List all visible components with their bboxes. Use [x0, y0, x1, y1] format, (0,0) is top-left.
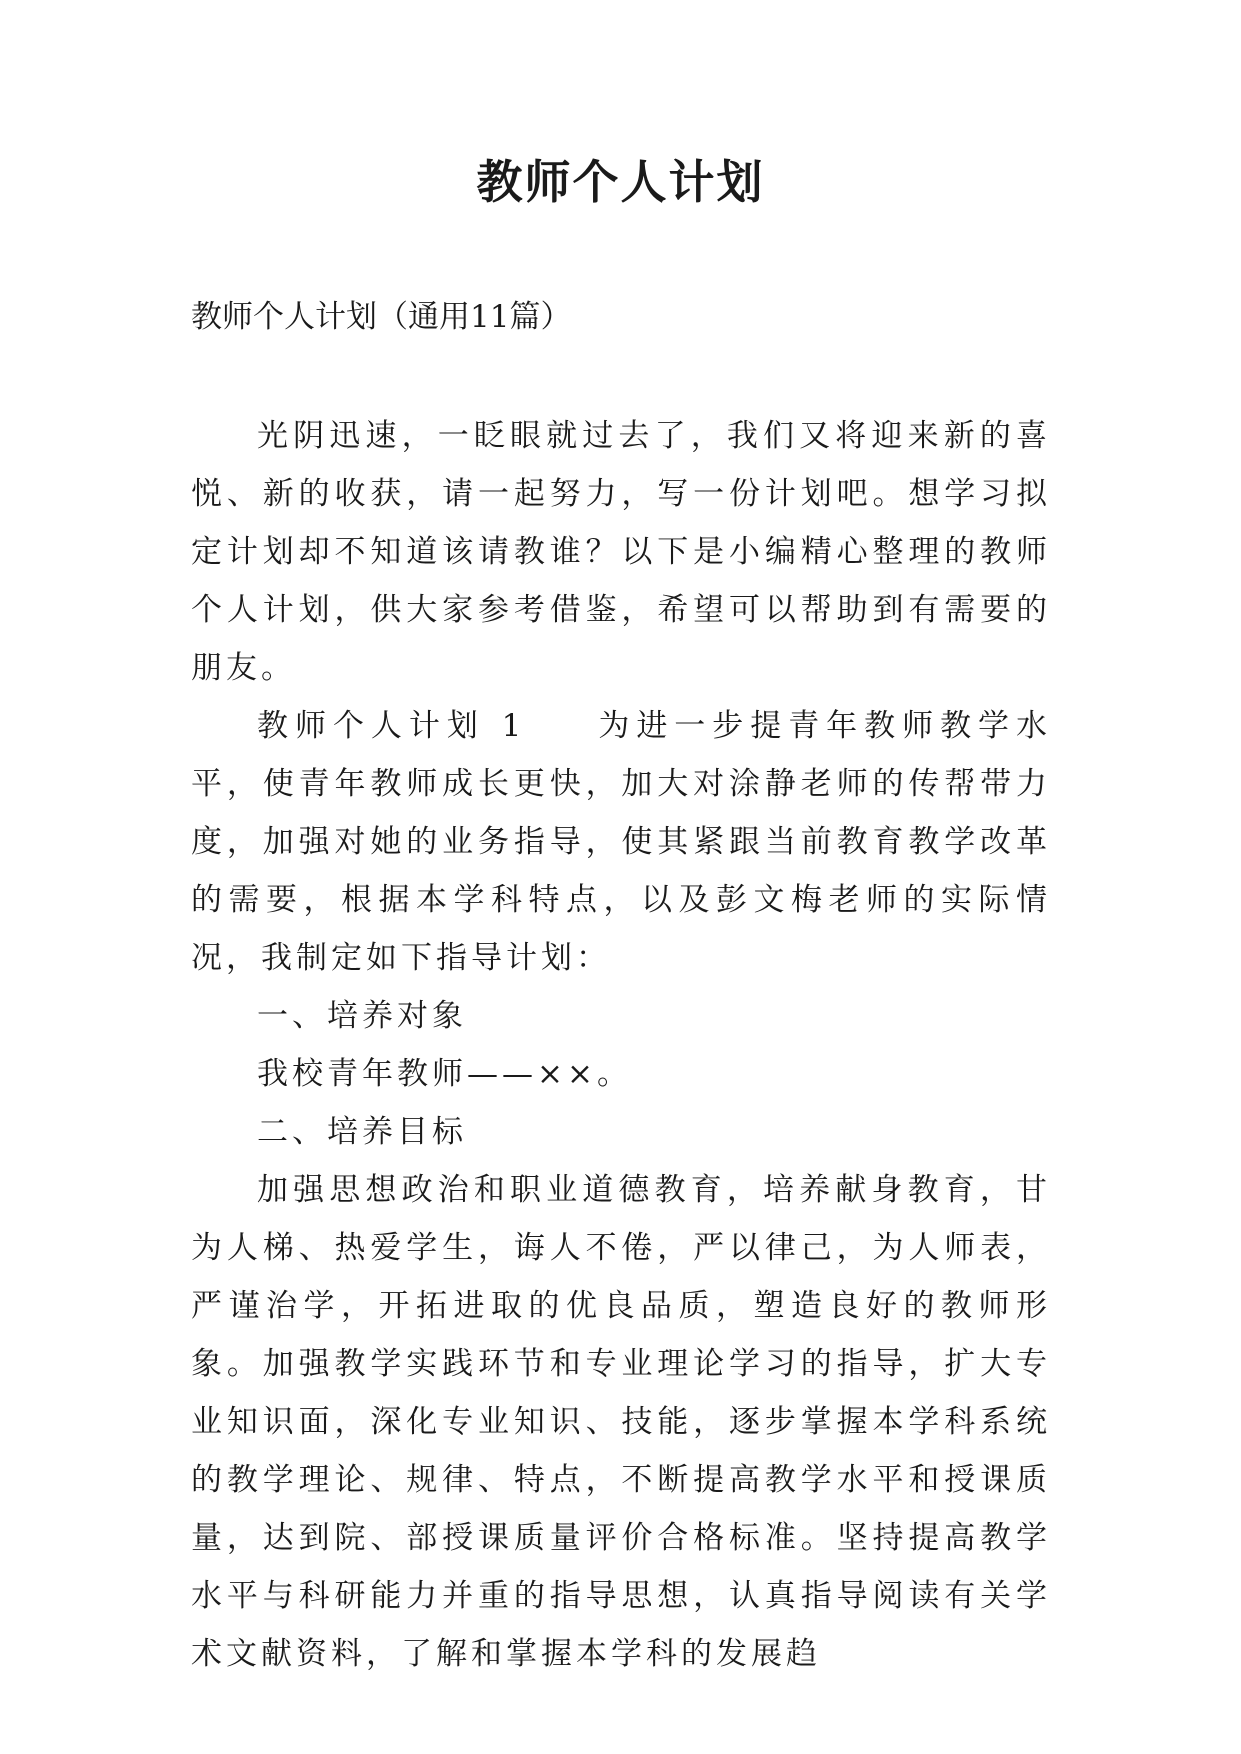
item-2-heading: 二、培养目标 [257, 1114, 467, 1150]
item-2-text: 加强思想政治和职业道德教育，培养献身教育，甘为人梯、热爱学生，诲人不倦，严以律己，为人师表，严谨治学，开拓进取的优良品质，塑造良好的教师形象。加强教学实践环节和专业理论学习的指导，扩大专业知识面，深化专业知识、技能，逐步掌握本学科系统的教学理论、规律、特点，不断提高教学水平和授课质量，达到院、部授课质量评价合格标准。坚持提高教学水平与科研能力并重的指导思想，认真指导阅读有关学术文献资料，了解和掌握本学科的发展趋 [191, 1172, 1051, 1672]
intro-paragraph: 光阴迅速，一眨眼就过去了，我们又将迎来新的喜悦、新的收获，请一起努力，写一份计划吧。想学习拟定计划却不知道该请教谁？以下是小编精心整理的教师个人计划，供大家参考借鉴，希望可以帮助到有需要的朋友。 [191, 418, 1051, 686]
section-1-heading: 教师个人计划 1 [257, 708, 526, 744]
document-title: 教师个人计划 [476, 155, 765, 209]
section-1-text: 为进一步提青年教师教学水平，使青年教师成长更快，加大对涂静老师的传帮带力度，加强对她的业务指导，使其紧跟当前教育教学改革的需要，根据本学科特点，以及彭文梅老师的实际情况，我制定如下指导计划： [191, 708, 1052, 976]
item-1-text: 我校青年教师——××。 [257, 1056, 632, 1092]
document-body [191, 407, 1051, 1683]
item-1-heading: 一、培养对象 [257, 998, 467, 1034]
document-subtitle: 教师个人计划（通用11篇） [191, 299, 572, 335]
section-1-paragraph [191, 697, 1051, 987]
